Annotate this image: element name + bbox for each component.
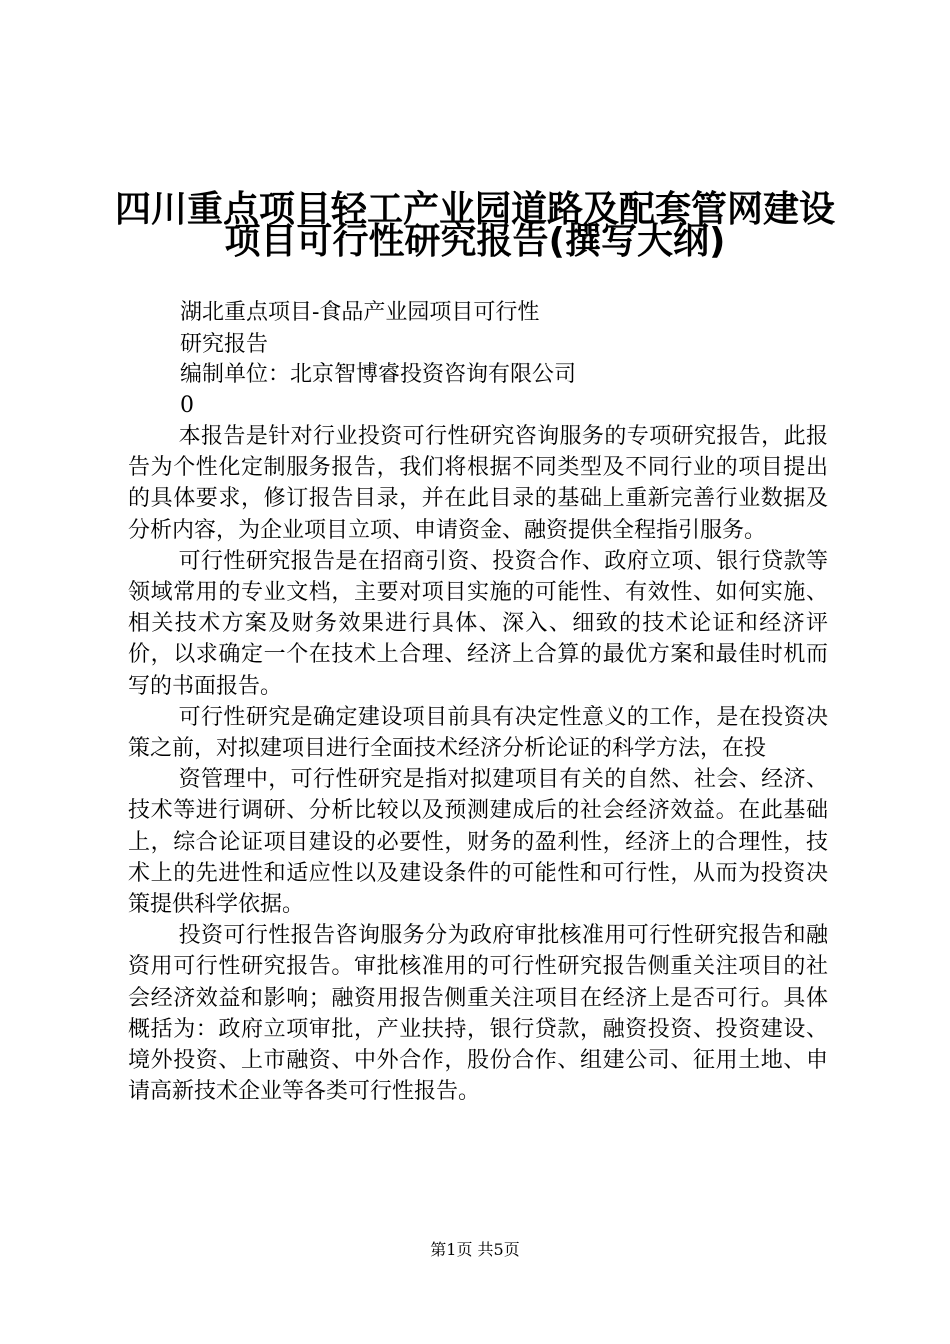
meta-line-4: 0: [180, 393, 194, 418]
paragraph-2: 可行性研究报告是在招商引资、投资合作、政府立项、银行贷款等领域常用的专业文档，主要对项目实施的可能性、有效性、如何实施、相关技术方案及财务效果进行具体、深入、细致的技术论证和经济评价，以求确定一个在技术上合理、经济上合算的最优方案和最佳时机而写的书面报告。: [128, 548, 828, 699]
paragraph-4: 资管理中，可行性研究是指对拟建项目有关的自然、社会、经济、技术等进行调研、分析比较以及预测建成后的社会经济效益。在此基础上，综合论证项目建设的必要性，财务的盈利性，经济上的合理性，技术上的先进性和适应性以及建设条件的可能性和可行性，从而为投资决策提供科学依据。: [128, 767, 828, 918]
meta-line-2: 研究报告: [180, 332, 269, 357]
document-title-line-1: 四川重点项目轻工产业园道路及配套管网建设: [114, 189, 835, 230]
paragraph-5: 投资可行性报告咨询服务分为政府审批核准用可行性研究报告和融资用可行性研究报告。审批核准用的可行性研究报告侧重关注项目的社会经济效益和影响；融资用报告侧重关注项目在经济上是否可行。具体概括为：政府立项审批，产业扶持，银行贷款，融资投资、投资建设、境外投资、上市融资、中外合作，股份合作、组建公司、征用土地、申请高新技术企业等各类可行性报告。: [128, 923, 828, 1105]
document-title-line-2: 项目可行性研究报告(撰写大纲): [224, 221, 726, 262]
page-footer: 第1页 共5页: [430, 1240, 520, 1259]
paragraph-3: 可行性研究是确定建设项目前具有决定性意义的工作，是在投资决策之前，对拟建项目进行全面技术经济分析论证的科学方法，在投: [128, 704, 828, 762]
meta-line-3: 编制单位：北京智博睿投资咨询有限公司: [180, 362, 577, 387]
document-body: [128, 421, 828, 1107]
meta-line-1: 湖北重点项目-食品产业园项目可行性: [180, 300, 540, 325]
paragraph-1: 本报告是针对行业投资可行性研究咨询服务的专项研究报告，此报告为个性化定制服务报告，我们将根据不同类型及不同行业的项目提出的具体要求，修订报告目录，并在此目录的基础上重新完善行业数据及分析内容，为企业项目立项、申请资金、融资提供全程指引服务。: [128, 424, 828, 543]
